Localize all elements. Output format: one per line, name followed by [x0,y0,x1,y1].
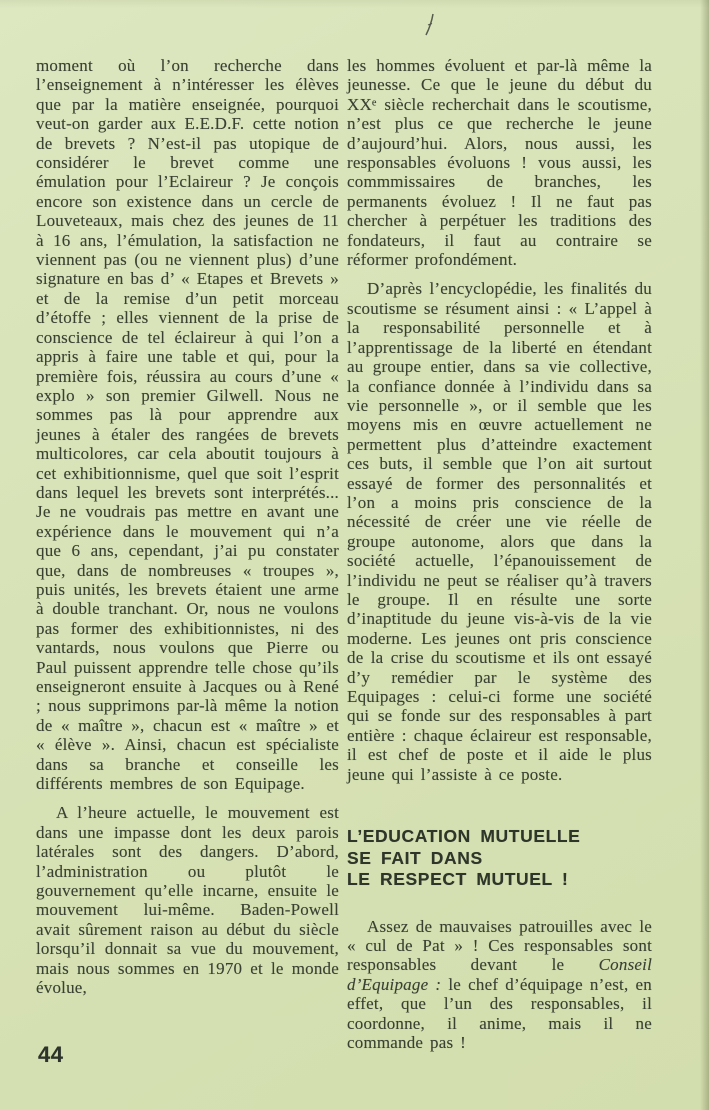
page-number: 44 [38,1042,64,1067]
body-text: les hommes évoluent et par-là même la jeunesse. Ce que le jeune du début du XXᵉ siècle recherchait dans le scoutisme, n’est plus ce que recherche le jeune d’aujourd’hui. Alors, nous aussi, les responsables évoluons ! vous aussi, les commmissaires de branches, les permanents évoluez ! Il ne faut pas chercher à perpétuer les traditions des fondateurs, il faut au contraire se réformer profondément. [347,56,652,270]
left-column [36,56,339,1008]
section-heading-line: LE RESPECT MUTUEL ! [347,869,569,890]
paragraph [36,803,339,997]
section-heading [347,826,652,891]
body-text: le chef d’équipage n’est, en effet, que l’un des responsables, il coordonne, il anime, mais il ne commande pas ! [347,974,652,1052]
body-text: moment où l’on recherche dans l’enseignement à n’intéresser les élèves que par la matière enseignée, pourquoi veut-on garder aux E.E.D.F. cette notion de brevets ? N’est-il pas utopique de considérer le brevet comme une émulation pour l’Eclaireur ? Je conçois encore son existence dans un cercle de Louveteaux, mais chez des jeunes de 11 à 16 ans, l’émulation, la satisfaction ne viennent pas (ou ne viennent plus) d’une signature en bas d’ « Etapes et Brevets » et de la remise d’un petit morceau d’étoffe ; elles viennent de la prise de conscience de tel éclaireur à qui l’on a appris à faire une table et qui, pour la première fois, réussira au cours d’une « explo » son premier Gilwell. Nous ne sommes pas là pour apprendre aux jeunes à étaler des rangées de brevets multicolores, car cela aboutit toujours à cet exhibitionnisme, quel que soit l’esprit dans lequel les brevets sont interprétés... Je ne voudrais pas mettre en avant une expérience dans le mouvement qui n’a que 6 ans, cependant, j’ai pu constater que, dans de nombreuses « troupes », puis unités, les brevets étaient une arme à double tranchant. Or, nous ne voulons pas former des exhibitionnistes, ni des vantards, nous voulons que Pierre ou Paul puissent apprendre telle chose qu’ils enseigneront ensuite à Jacques ou à René ; nous supprimons par-là même la notion de « maître », chacun est « maître » et « élève ». Ainsi, chacun est spécialiste dans sa branche et conseille les différents membres de son Equipage. [36,56,339,794]
ink-mark [420,10,440,40]
right-column [347,56,652,1062]
section-heading-line: L’EDUCATION MUTUELLE [347,826,581,847]
body-text: A l’heure actuelle, le mouvement est dans une impasse dont les deux parois latérales sont des dangers. D’abord, l’administration ou plutôt le gouvernement qu’elle incarne, ensuite le mouvement lui-même. Baden-Powell avait sûrement raison au début du siècle lorsqu’il donnait sa vue du mouvement, mais nous sommes en 1970 et le monde évolue, [36,803,339,998]
italic-text: Conseil d’Equipage : [347,955,652,994]
section-heading-line: SE FAIT DANS [347,847,483,868]
body-text: D’après l’encyclopédie, les finalités du scoutisme se résument ainsi : « L’appel à la responsabilité personnelle et à l’apprentissage de la liberté en étendant au groupe entier, dans sa vie collective, la confiance donnée à l’individu dans sa vie personnelle », or il semble que les moyens mis en œuvre actuellement ne permettent plus d’atteindre exactement ces buts, il semble que l’on ait surtout essayé de former des personnalités et l’on a moins pris conscience de la nécessité de créer une vie réelle de groupe autonome, alors que dans la société actuelle, l’épanouissement de l’individu ne peut se réaliser qu’à travers le groupe. Il en résulte une sorte d’inaptitude du jeune vis-à-vis de la vie moderne. Les jeunes ont pris conscience de la crise du scoutisme et ils ont essayé d’y remédier par le système des Equipages : celui-ci forme une société qui se fonde sur des responsables à part entière : chaque éclaireur est responsable, il est chef de poste et il aide le plus jeune qui l’assiste à ce poste. [347,279,652,784]
paragraph [347,917,652,1053]
body-text: Assez de mauvaises patrouilles avec le « cul de Pat » ! Ces responsables sont responsables devant le [347,916,652,975]
paragraph [347,56,652,269]
paragraph [347,279,652,784]
paragraph [36,56,339,793]
